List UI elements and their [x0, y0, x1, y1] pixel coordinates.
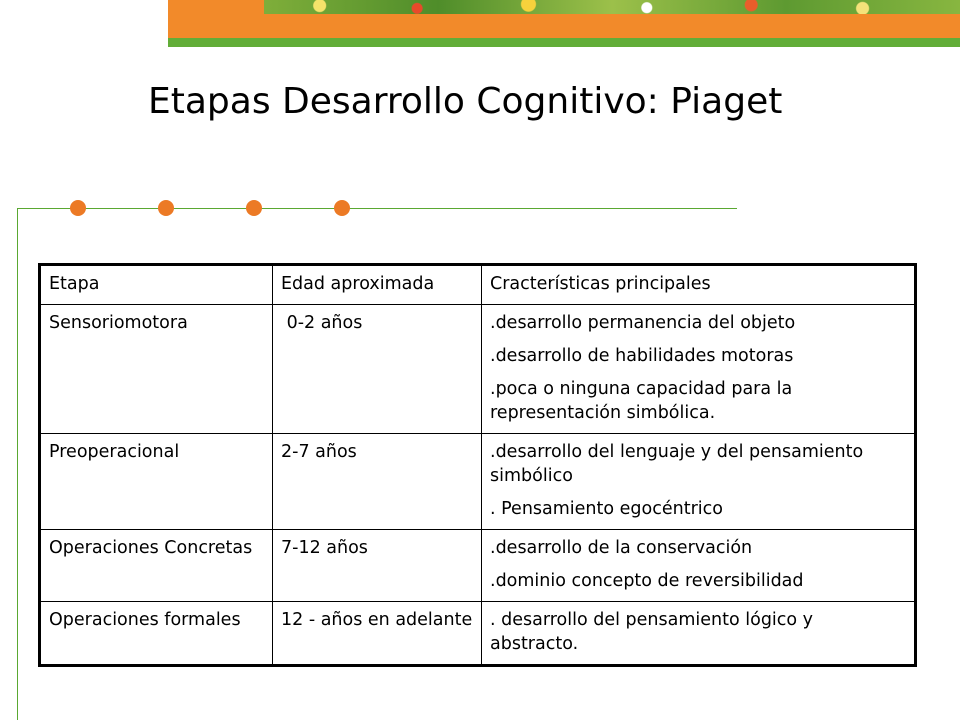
table-row — [40, 602, 916, 666]
header-cell-features: Cracterísticas principales — [482, 265, 916, 305]
feature-item: . desarrollo del pensamiento lógico y abstracto. — [490, 610, 814, 654]
header-cell-age: Edad aproximada — [273, 265, 482, 305]
decorative-dot — [334, 200, 350, 216]
age-cell: 12 - años en adelante — [273, 602, 482, 666]
decorative-dot — [70, 200, 86, 216]
age-cell: 7-12 años — [273, 530, 482, 602]
table-header-row — [40, 265, 916, 305]
table-row — [40, 434, 916, 530]
decorative-dot — [158, 200, 174, 216]
features-cell — [482, 602, 916, 666]
slide-title: Etapas Desarrollo Cognitivo: Piaget — [148, 81, 783, 122]
stage-cell: Preoperacional — [40, 434, 273, 530]
stage-cell: Operaciones formales — [40, 602, 273, 666]
header-cell-stage: Etapa — [40, 265, 273, 305]
banner-green-stripe — [168, 38, 960, 47]
features-cell — [482, 530, 916, 602]
decorative-horizontal-line — [17, 208, 737, 209]
age-cell: 2-7 años — [273, 434, 482, 530]
stage-cell: Operaciones Concretas — [40, 530, 273, 602]
table-row — [40, 305, 916, 434]
features-cell — [482, 434, 916, 530]
feature-item: .desarrollo permanencia del objeto — [490, 313, 796, 333]
table-row — [40, 530, 916, 602]
feature-item: .desarrollo de la conservación — [490, 538, 753, 558]
feature-item: . Pensamiento egocéntrico — [490, 499, 723, 519]
header-banner — [168, 0, 960, 38]
feature-item: .poca o ninguna capacidad para la representación simbólica. — [490, 379, 793, 423]
stage-cell: Sensoriomotora — [40, 305, 273, 434]
piaget-stages-table — [38, 263, 917, 667]
decorative-vertical-line — [17, 208, 18, 720]
banner-flower-image — [264, 0, 960, 14]
decorative-dot — [246, 200, 262, 216]
features-cell — [482, 305, 916, 434]
feature-item: .desarrollo de habilidades motoras — [490, 346, 794, 366]
age-cell: 0-2 años — [273, 305, 482, 434]
feature-item: .dominio concepto de reversibilidad — [490, 571, 804, 591]
feature-item: .desarrollo del lenguaje y del pensamiento simbólico — [490, 442, 864, 486]
